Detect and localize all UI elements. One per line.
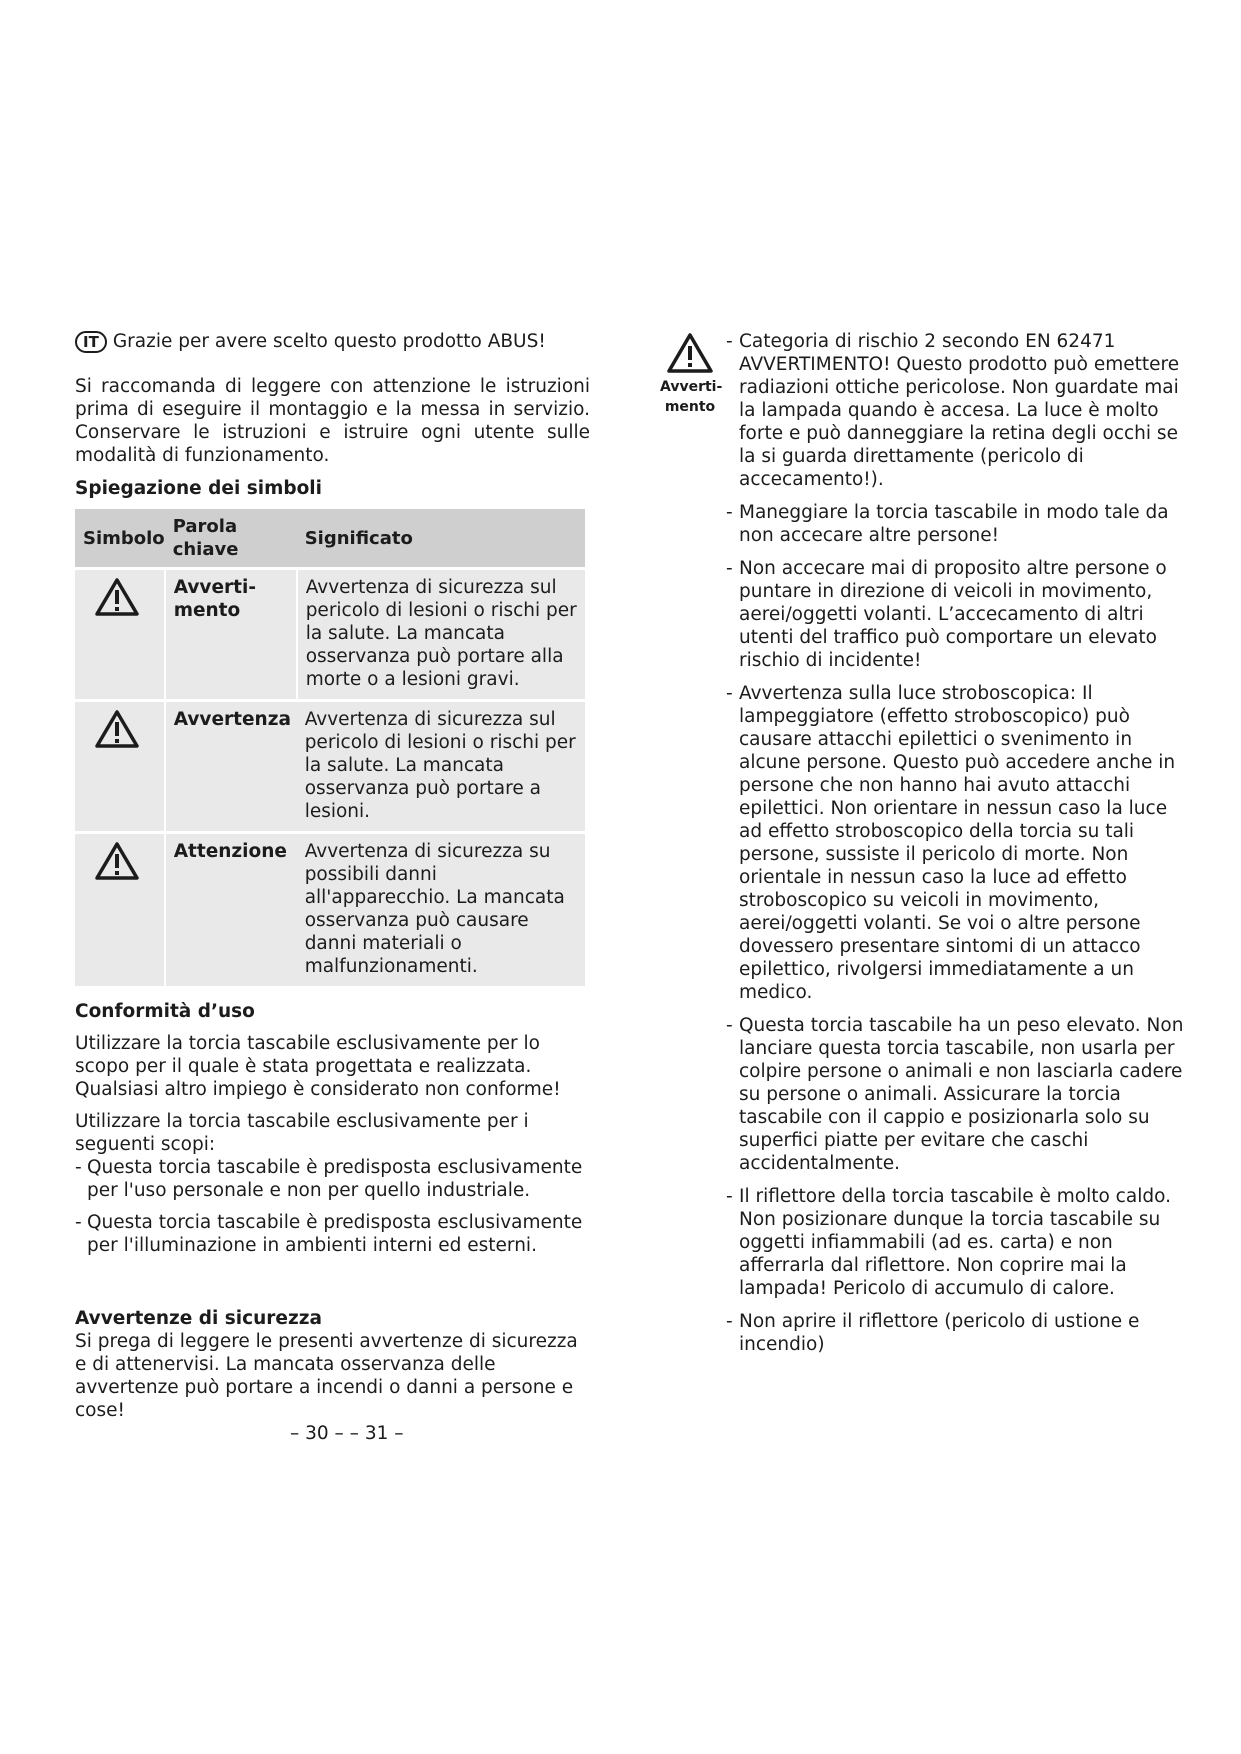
table-row (75, 833, 585, 987)
list-item-text: Il riflettore della torcia tascabile è molto caldo. Non posizionare dunque la torcia tascabile su oggetti infiammabili (ad es. carta) e non afferrarla dal riflettore. Non coprire mai la lampada! Pericolo di accumulo di calore. (739, 1186, 1171, 1299)
header-meaning: Significato (297, 509, 585, 569)
list-item (75, 1156, 590, 1202)
intro-line (75, 330, 590, 353)
bullet-dash: - (726, 1311, 733, 1332)
list-item-text: Questa torcia tascabile è predisposta esclusivamente per l'uso personale e non per quello industriale. (87, 1157, 583, 1201)
bullet-dash: - (75, 1157, 82, 1178)
list-item-text: Questa torcia tascabile ha un peso elevato. Non lanciare questa torcia tascabile, non usarla per colpire persone o animali e non lasciarla cadere su persone o animali. Assicurare la torcia tascabile con il cappio e posizionarla solo su superfici piatte per evitare che caschi accidentalmente. (739, 1015, 1184, 1174)
bullet-dash: - (726, 331, 733, 352)
intro-text: Grazie per avere scelto questo prodotto ABUS! (112, 331, 546, 352)
meaning-cell: Avvertenza di sicurezza sul pericolo di lesioni o rischi per la salute. La mancata osservanza può portare a lesioni. (297, 701, 585, 833)
bullet-dash: - (75, 1212, 82, 1233)
safety-paragraph: Si prega di leggere le presenti avvertenze di sicurezza e di attenervisi. La mancata osservanza delle avvertenze può portare a incendi o danni a persone e cose! (75, 1331, 578, 1421)
list-item-text: Avvertenza sulla luce stroboscopica: Il lampeggiatore (effetto stroboscopico) può causare attacchi epilettici o svenimento in alcune persone. Questo può accedere anche in persone che non hanno hai avuto attacchi epilettici. Non orientare in nessun caso la luce ad effetto stroboscopico della torcia su tali persone, sussiste il pericolo di morte. Non orientale in nessun caso la luce ad effetto stroboscopico su veicoli in movimento, aerei/oggetti volanti. Se voi o altre persone dovessero presentare sintomi di un attacco epilettico, rivolgersi immediatamente a un medico. (739, 683, 1176, 1003)
warning-triangle-icon (95, 710, 139, 748)
list-item (726, 557, 1186, 672)
page-numbers: – 30 – – 31 – (290, 1423, 404, 1444)
keyword-cell: Avverti- mento (165, 569, 297, 701)
bullet-dash: - (726, 502, 733, 523)
list-item (726, 501, 1186, 547)
list-item (726, 330, 1186, 491)
bullet-dash: - (726, 683, 733, 704)
left-column (75, 330, 590, 1422)
table-row (75, 701, 585, 833)
keyword-cell: Attenzione (165, 833, 297, 987)
warning-triangle-icon (667, 333, 713, 373)
list-item-text: Non accecare mai di proposito altre persone o puntare in direzione di veicoli in movimento, aerei/oggetti volanti. L’accecamento di altri utenti del traffico può comportare un elevato rischio di incidente! (739, 558, 1167, 671)
symbols-table-header (75, 509, 585, 569)
language-badge: IT (75, 331, 107, 353)
symbols-heading: Spiegazione dei simboli (75, 478, 322, 499)
list-item-text: Maneggiare la torcia tascabile in modo tale da non accecare altre persone! (739, 502, 1169, 546)
table-row (75, 569, 585, 701)
right-column (726, 330, 1186, 1356)
warning-triangle-icon (95, 578, 139, 616)
header-keyword: Parola chiave (165, 509, 297, 569)
list-item-text: Questa torcia tascabile è predisposta esclusivamente per l'illuminazione in ambienti interni ed esterni. (87, 1212, 583, 1256)
header-symbol: Simbolo (75, 509, 165, 569)
right-warning-symbol (660, 333, 723, 417)
bullet-dash: - (726, 1015, 733, 1036)
intro-paragraph: Si raccomanda di leggere con attenzione le istruzioni prima di eseguire il montaggio e la messa in servizio. Conservare le istruzioni e istruire ogni utente sulle modalità di funzionamento. (75, 376, 590, 466)
symbol-cell (75, 701, 165, 833)
list-item-text: Non aprire il riflettore (pericolo di ustione e incendio) (739, 1311, 1140, 1355)
safety-heading: Avvertenze di sicurezza (75, 1308, 322, 1329)
conformity-paragraph-2: Utilizzare la torcia tascabile esclusivamente per i seguenti scopi: (75, 1111, 529, 1155)
warning-label: Avverti- mento (660, 379, 723, 415)
symbols-table (75, 509, 585, 986)
bullet-dash: - (726, 1186, 733, 1207)
keyword-cell: Avvertenza (165, 701, 297, 833)
warning-triangle-icon (95, 842, 139, 880)
list-item (726, 1185, 1186, 1300)
symbol-cell (75, 833, 165, 987)
conformity-paragraph-1: Utilizzare la torcia tascabile esclusivamente per lo scopo per il quale è stata progettata e realizzata. Qualsiasi altro impiego è considerato non conforme! (75, 1033, 561, 1100)
list-item (75, 1211, 590, 1257)
meaning-cell: Avvertenza di sicurezza su possibili danni all'apparecchio. La mancata osservanza può causare danni materiali o malfunzionamenti. (297, 833, 585, 987)
conformity-heading: Conformità d’uso (75, 1001, 255, 1022)
bullet-dash: - (726, 558, 733, 579)
list-item (726, 1310, 1186, 1356)
symbol-cell (75, 569, 165, 701)
list-item (726, 1014, 1186, 1175)
list-item (726, 682, 1186, 1004)
list-item-text: Categoria di rischio 2 secondo EN 62471 AVVERTIMENTO! Questo prodotto può emettere radiazioni ottiche pericolose. Non guardate mai la lampada quando è accesa. La luce è molto forte e può danneggiare la retina degli occhi se la si guarda direttamente (pericolo di accecamento!). (739, 331, 1180, 490)
meaning-cell: Avvertenza di sicurezza sul pericolo di lesioni o rischi per la salute. La mancata osservanza può portare alla morte o a lesioni gravi. (297, 569, 585, 701)
